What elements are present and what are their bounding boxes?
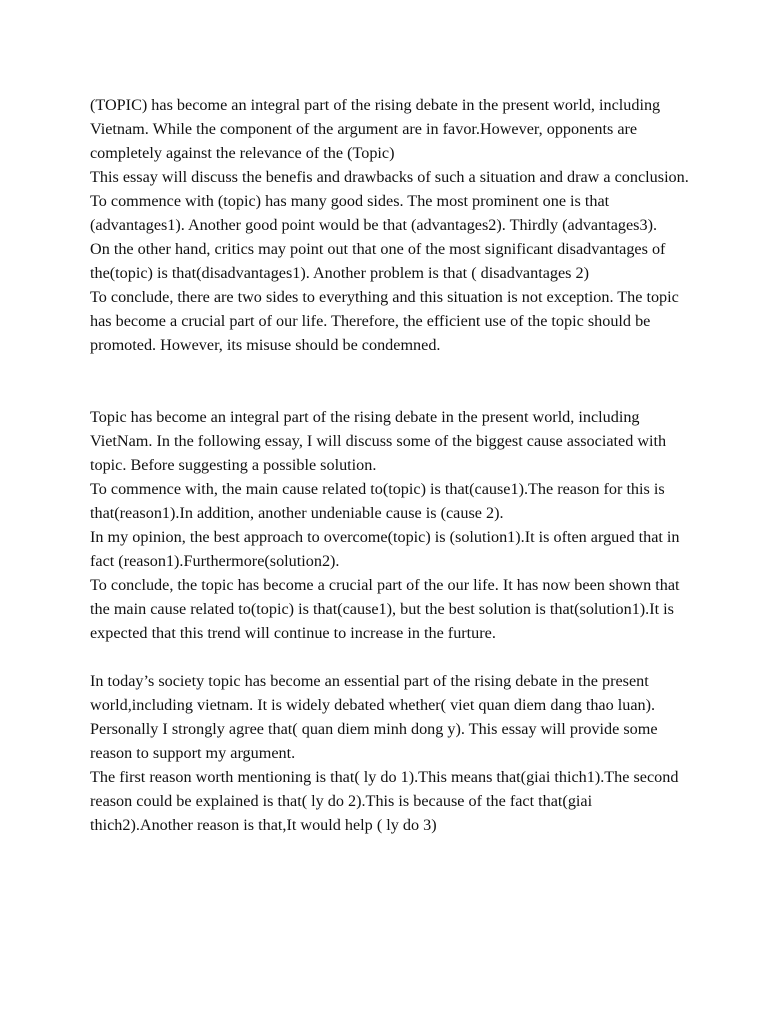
- essay-3-paragraph-2: The first reason worth mentioning is that( ly do 1).This means that(giai thich1).The second reason could be explained is that( ly do 2).This is because of the fact that(giai thich2).Another reason is that,It would help ( ly do 3): [90, 768, 679, 834]
- essay-spacer-1: [90, 357, 690, 405]
- essay-2-paragraph-1: Topic has become an integral part of the rising debate in the present world, including VietNam. In the following essay, I will discuss some of the biggest cause associated with topic. Before suggesting a possible solution.: [90, 408, 667, 474]
- essay-1-paragraph-2: This essay will discuss the benefis and drawbacks of such a situation and draw a conclusion.: [90, 168, 689, 186]
- essay-2: [90, 405, 690, 645]
- essay-3-paragraph-1: In today’s society topic has become an essential part of the rising debate in the present world,including vietnam. It is widely debated whether( viet quan diem dang thao luan). Personally I strongly agree that( quan diem minh dong y). This essay will provide some reason to support my argument.: [90, 672, 658, 762]
- essay-1-paragraph-5: To conclude, there are two sides to everything and this situation is not exception. The topic has become a crucial part of our life. Therefore, the efficient use of the topic should be promoted. However, its misuse should be condemned.: [90, 288, 679, 354]
- essay-2-paragraph-3: In my opinion, the best approach to overcome(topic) is (solution1).It is often argued that in fact (reason1).Furthermore(solution2).: [90, 528, 680, 570]
- essay-spacer-2: [90, 645, 690, 669]
- essay-1-paragraph-1: (TOPIC) has become an integral part of the rising debate in the present world, including Vietnam. While the component of the argument are in favor.However, opponents are completely against the relevance of the (Topic): [90, 96, 661, 162]
- essay-1: [90, 93, 690, 357]
- essay-1-paragraph-3: To commence with (topic) has many good sides. The most prominent one is that (advantages1). Another good point would be that (advantages2). Thirdly (advantages3).: [90, 192, 658, 234]
- essay-2-paragraph-2: To commence with, the main cause related to(topic) is that(cause1).The reason for this is that(reason1).In addition, another undeniable cause is (cause 2).: [90, 480, 665, 522]
- document-page: [90, 93, 690, 837]
- essay-2-paragraph-4: To conclude, the topic has become a crucial part of the our life. It has now been shown that the main cause related to(topic) is that(cause1), but the best solution is that(solution1).It is expected that this trend will continue to increase in the furture.: [90, 576, 680, 642]
- essay-1-paragraph-4: On the other hand, critics may point out that one of the most significant disadvantages of the(topic) is that(disadvantages1). Another problem is that ( disadvantages 2): [90, 240, 666, 282]
- essay-3: [90, 669, 690, 837]
